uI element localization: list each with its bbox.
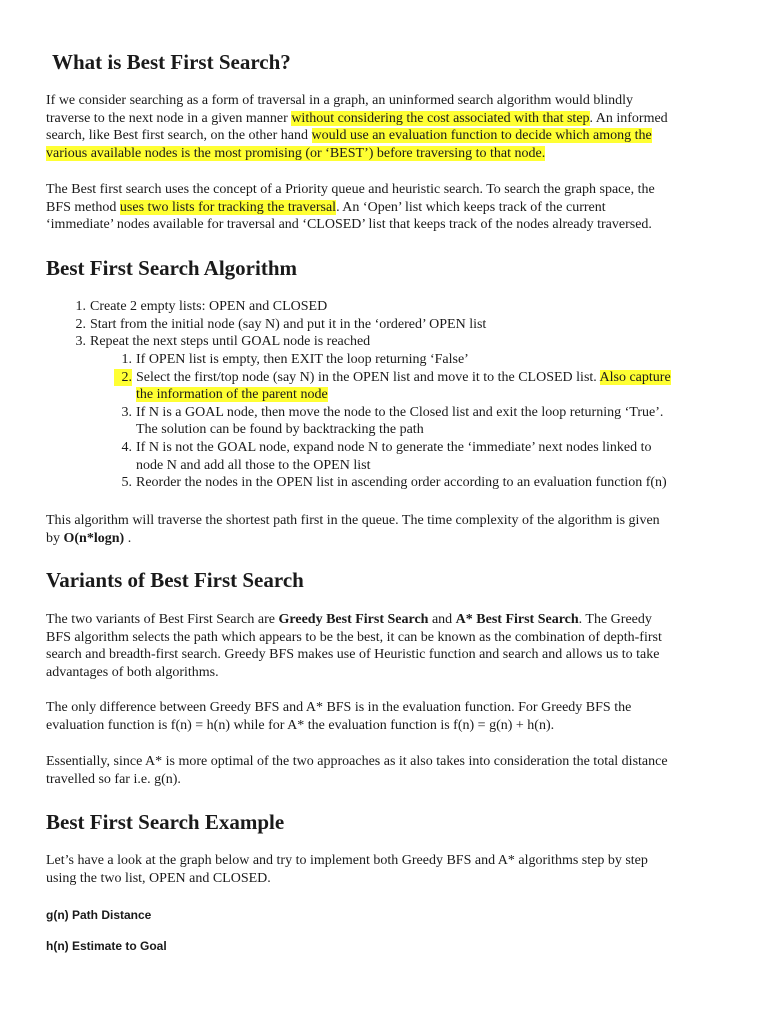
- highlighted-text: without considering the cost associated with that step: [291, 110, 590, 126]
- algorithm-substeps-list: [121, 351, 671, 492]
- list-item: [121, 404, 671, 439]
- complexity-line-1: This algorithm will traverse the shortest path first in the queue. The time complexity of the algorithm is given: [46, 513, 660, 528]
- list-number: 3.: [121, 404, 132, 420]
- optimal-line-1: Essentially, since A* is more optimal of the two approaches as it also takes into consideration the total distance: [46, 754, 668, 769]
- list-item: [121, 474, 671, 492]
- complexity-line-2: [46, 530, 716, 548]
- complexity-paragraph: [46, 512, 716, 547]
- list-item-text: If N is a GOAL node, then move the node to the Closed list and exit the loop returning ‘True’.: [136, 404, 664, 420]
- complexity-text: .: [124, 530, 132, 546]
- list-item: [121, 351, 671, 369]
- list-number: 4.: [121, 439, 132, 455]
- list-item: [75, 298, 486, 316]
- intro-text: . An informed: [589, 110, 668, 126]
- complexity-value: O(n*logn): [63, 530, 125, 546]
- complexity-text: by: [46, 530, 64, 546]
- intro-line-1: If we consider searching as a form of traversal in a graph, an uninformed search algorithm would blindly: [46, 93, 634, 108]
- highlighted-text: uses two lists for tracking the traversal: [119, 199, 337, 215]
- list-item-text: node N and add all those to the OPEN list: [136, 457, 371, 473]
- list-item-text: The solution can be found by backtracking the path: [136, 422, 424, 438]
- optimal-paragraph: [46, 753, 716, 788]
- variants-text: and: [428, 612, 456, 627]
- list-item-text: If OPEN list is empty, then EXIT the loop returning ‘False’: [136, 352, 469, 367]
- list-item-text: Select the first/top node (say N) in the OPEN list and move it to the CLOSED list.: [136, 369, 600, 385]
- example-line-1: Let’s have a look at the graph below and try to implement both Greedy BFS and A* algorithms step by step: [46, 853, 648, 868]
- list-item-text: Create 2 empty lists: OPEN and CLOSED: [90, 299, 328, 314]
- intro-line-2: [46, 110, 716, 128]
- list-item: [121, 369, 671, 404]
- intro-paragraph: [46, 92, 716, 162]
- variants-line-4: advantages of both algorithms.: [46, 664, 219, 680]
- intro-line-3: [46, 127, 716, 145]
- list-item-text: Reorder the nodes in the OPEN list in ascending order according to an evaluation function f(n): [136, 475, 667, 491]
- variants-paragraph: [46, 611, 716, 681]
- bfs-paragraph: [46, 181, 716, 234]
- highlighted-text: would use an evaluation function to decide which among the: [311, 128, 652, 144]
- variants-line-2: BFS algorithm selects the path which appears to be the best, it can be known as the combination of depth-first: [46, 629, 662, 645]
- bfs-line-2: [46, 199, 716, 217]
- list-number: 5.: [121, 475, 132, 491]
- bfs-line-3: ‘immediate’ nodes available for traversal and ‘CLOSED’ list that keeps track of the nodes already traversed.: [46, 217, 652, 233]
- highlighted-text: Also capture: [599, 369, 671, 385]
- intro-text: search, like Best first search, on the other hand: [46, 128, 312, 144]
- difference-line-1: The only difference between Greedy BFS and A* BFS is in the evaluation function. For Greedy BFS the: [46, 700, 632, 715]
- algorithm-heading: Best First Search Algorithm: [46, 256, 297, 280]
- example-heading: Best First Search Example: [46, 810, 285, 834]
- legend-estimate-to-goal: h(n) Estimate to Goal: [46, 939, 167, 953]
- example-paragraph: [46, 852, 716, 887]
- list-item: [75, 316, 487, 334]
- list-number: 3.: [75, 334, 86, 350]
- list-item-text: Repeat the next steps until GOAL node is reached: [90, 334, 371, 350]
- variants-line-3: search and breadth-first search. Greedy BFS makes use of Heuristic function and search and allows us to take: [46, 647, 660, 663]
- list-number: 1.: [75, 299, 86, 314]
- list-item-text: If N is not the GOAL node, expand node N to generate the ‘immediate’ next nodes linked to: [136, 439, 652, 455]
- list-item-text: Start from the initial node (say N) and put it in the ‘ordered’ OPEN list: [90, 316, 487, 332]
- bfs-text: . An ‘Open’ list which keeps track of the current: [336, 199, 606, 215]
- bfs-line-1: The Best first search uses the concept of a Priority queue and heuristic search. To search the graph space, the: [46, 182, 655, 197]
- algorithm-steps-list: [75, 298, 487, 351]
- legend-path-distance: g(n) Path Distance: [46, 908, 152, 922]
- intro-line-4: [46, 145, 716, 163]
- difference-paragraph: [46, 699, 716, 734]
- bfs-text: BFS method: [46, 199, 120, 215]
- list-number: 2.: [75, 316, 86, 332]
- highlighted-text: the information of the parent node: [136, 387, 328, 403]
- list-number: 2.: [114, 369, 132, 387]
- variants-heading: Variants of Best First Search: [46, 568, 304, 592]
- page-title: What is Best First Search?: [52, 50, 291, 74]
- variants-text: . The Greedy: [578, 612, 652, 627]
- variants-line-1: [46, 611, 716, 629]
- optimal-line-2: travelled so far i.e. g(n).: [46, 771, 181, 787]
- variant-name: Greedy Best First Search: [278, 612, 429, 627]
- example-line-2: using the two list, OPEN and CLOSED.: [46, 870, 271, 886]
- difference-line-2: evaluation function is f(n) = h(n) while for A* the evaluation function is f(n) = g(n) + h(n).: [46, 717, 555, 733]
- highlighted-text: various available nodes is the most promising (or ‘BEST’) before traversing to that node.: [46, 145, 546, 161]
- list-item: [75, 333, 486, 351]
- variant-name: A* Best First Search: [455, 612, 579, 627]
- intro-text: traverse to the next node in a given manner: [46, 110, 292, 126]
- list-item: [121, 439, 671, 474]
- list-number: 1.: [121, 352, 132, 367]
- variants-text: The two variants of Best First Search are: [46, 612, 279, 627]
